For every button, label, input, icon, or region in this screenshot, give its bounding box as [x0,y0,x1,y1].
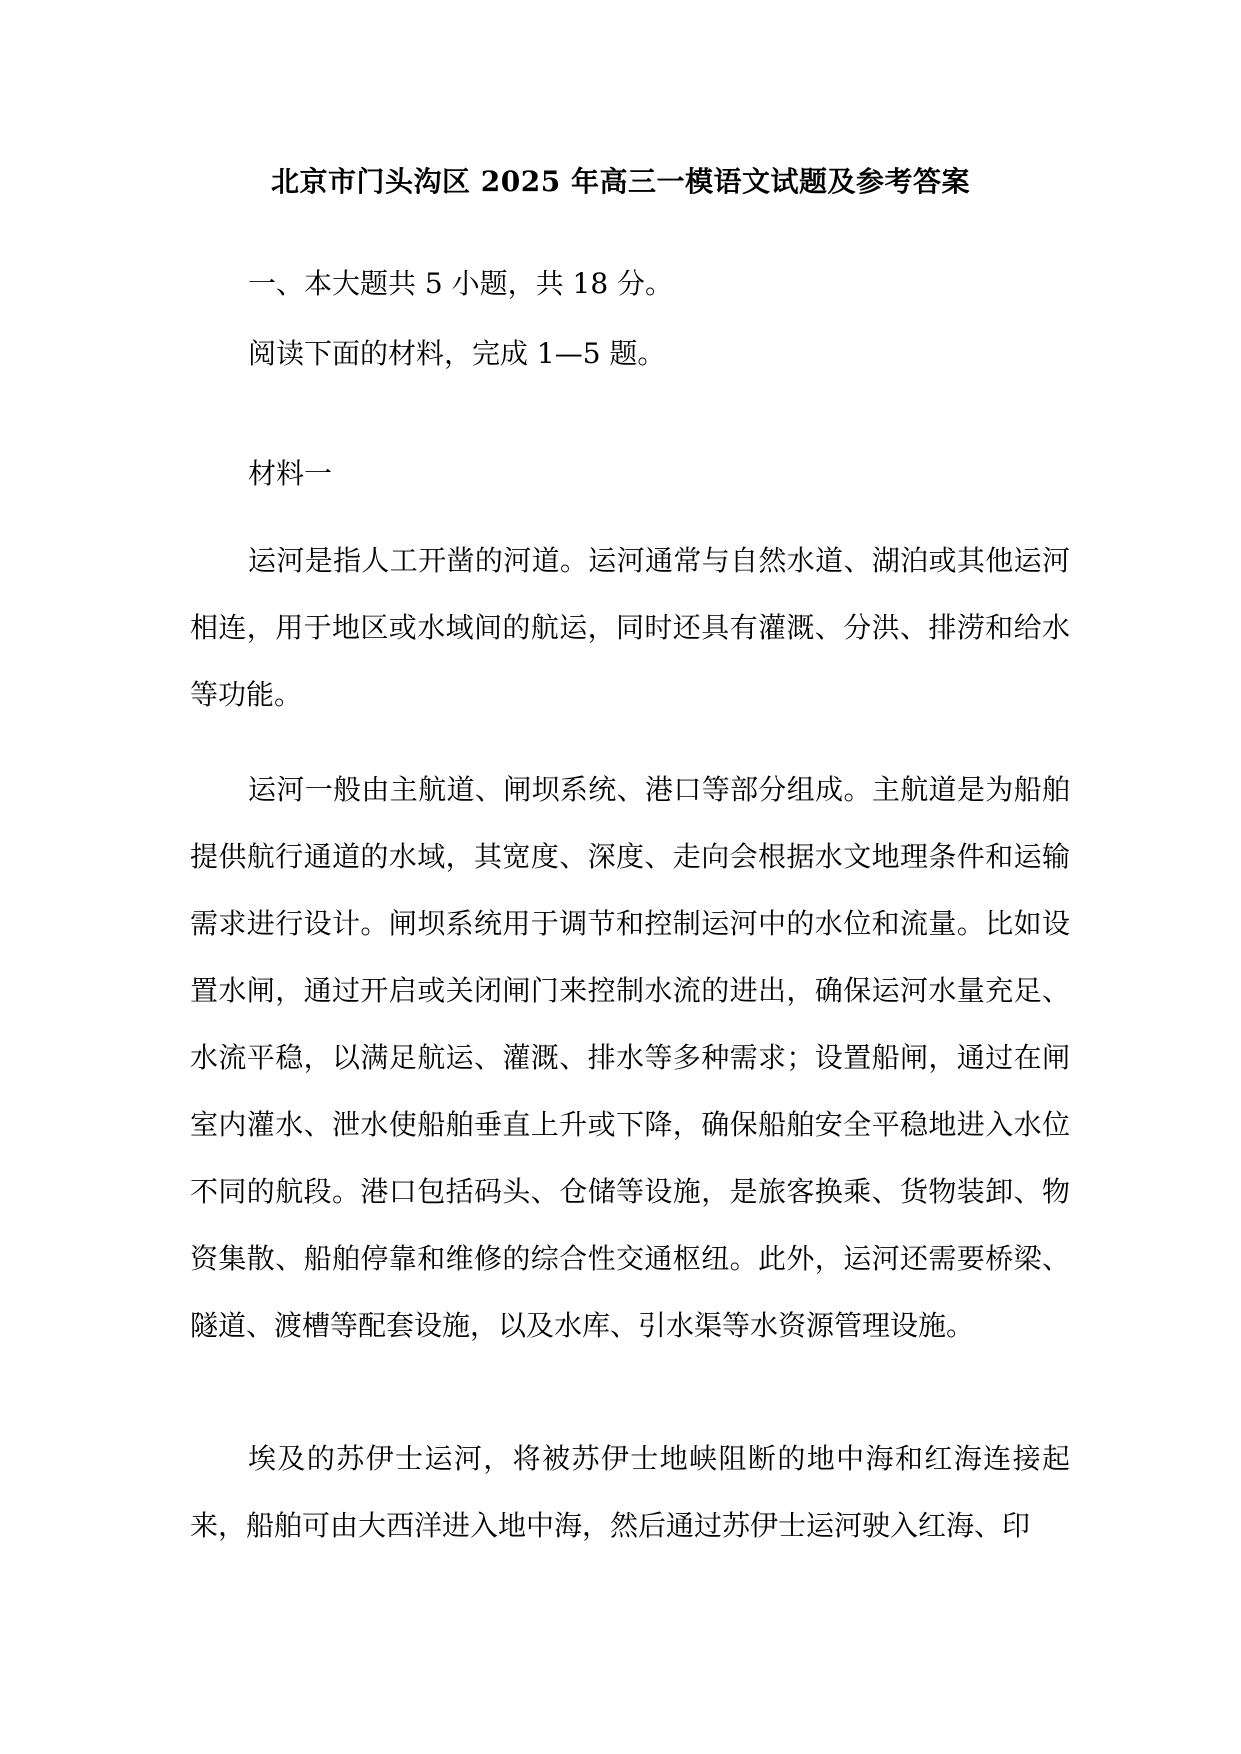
paragraph-suez-canal: 埃及的苏伊士运河，将被苏伊士地峡阻断的地中海和红海连接起来，船舶可由大西洋进入地中海，然后通过苏伊士运河驶入红海、印 [190,1442,1070,1542]
document-title: 北京市门头沟区 2025 年高三一模语文试题及参考答案 [271,165,970,198]
reading-instruction: 阅读下面的材料，完成 1—5 题。 [248,337,666,370]
material-label: 材料一 [248,457,333,490]
paragraph-canal-definition: 运河是指人工开凿的河道。运河通常与自然水道、湖泊或其他运河相连，用于地区或水域间的航运，同时还具有灌溉、分洪、排涝和给水等功能。 [190,544,1070,711]
paragraph-canal-components: 运河一般由主航道、闸坝系统、港口等部分组成。主航道是为船舶提供航行通道的水域，其宽度、深度、走向会根据水文地理条件和运输需求进行设计。闸坝系统用于调节和控制运河中的水位和流量。比如设置水闸，通过开启或关闭闸门来控制水流的进出，确保运河水量充足、水流平稳，以满足航运、灌溉、排水等多种需求；设置船闸，通过在闸室内灌水、泄水使船舶垂直上升或下降，确保船舶安全平稳地进入水位不同的航段。港口包括码头、仓储等设施，是旅客换乘、货物装卸、物资集散、船舶停靠和维修的综合性交通枢纽。此外，运河还需要桥梁、隧道、渡槽等配套设施，以及水库、引水渠等水资源管理设施。 [190,773,1070,1342]
section-header: 一、本大题共 5 小题，共 18 分。 [248,267,674,300]
